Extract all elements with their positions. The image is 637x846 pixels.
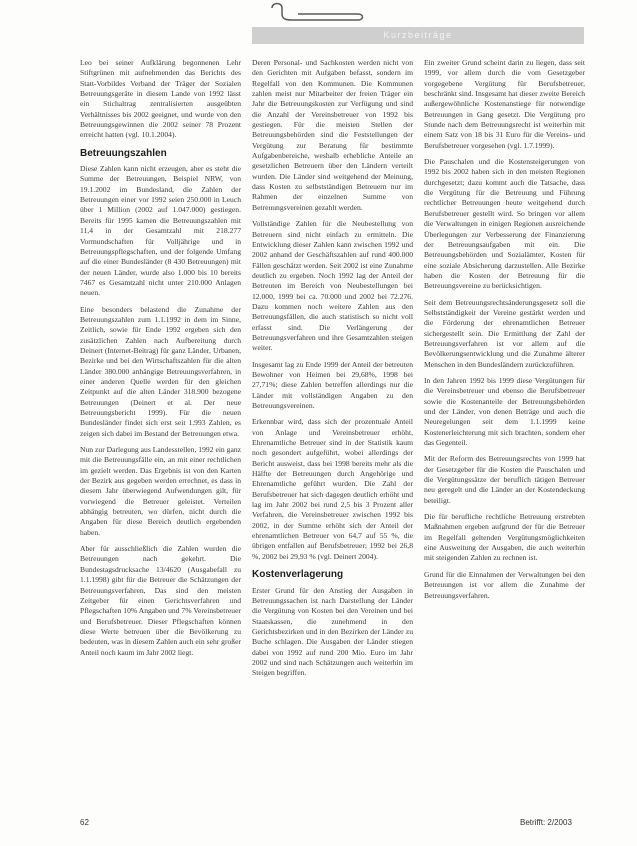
paragraph: Erster Grund für den Anstieg der Ausgaben in Betreuungssachen ist nach Darstellung der Länder die Vergütung von Kosten bei den Vereinen und bei Staatskassen, die zunehmend in den Gerichtsbezirken und in den Bezirken der Länder zu Buche schlagen. Die Ausgaben der Länder stiegen dabei von 1992 auf rund 200 Mio. Euro im Jahr 2002 und sind nach Schätzungen auch weiterhin im Steigen begriffen. bbox=[252, 585, 413, 678]
text-column-3 bbox=[424, 58, 585, 815]
paragraph: Die für berufliche rechtliche Betreuung erstrebten Maßnahmen ergeben aufgrund der für die Betreuer im Regelfall geltenden Vergütungsmöglichkeiten eine Ausweitung der Ausgaben, die auch weiterhin mit steigenden Zahlen zu rechnen ist. bbox=[424, 512, 585, 563]
paragraph: Aber für ausschließlich die Zahlen wurden die Betreuungen nach gekehrt. Die Bundestagsdrucksache 13/4620 (Ausgabefall zu 1.1.1998) gibt für die Betreuer die Schätzungen der Betreuungsverfahren, Das sind den meisten Zeitgeber für einen Gerichtsverfahren und Pflegschaften 10% Angaben und 7% Vereinsbetreuer und Berufsbetreuer. Dieser Pflegschaften können diese Werte betreuen über die Bevölkerung zu bedeuten, was in diesem Zahlen auch ein sehr großer Anteil noch kaum im Jahr 2002 liegt. bbox=[80, 544, 241, 657]
paragraph: Die Pauschalen und die Kostensteigerungen von 1992 bis 2002 haben sich in den meisten Regionen durchgesetzt; dazu kommt auch die Tatsache, dass die Vergütung für die Betreuung und Führung rechtlicher Betreuungen heute weitgehend durch Berufsbetreuer gestellt wird. So bringen vor allem die Verwaltungen in einigen Regionen ausreichende Überlegungen zur Verbesserung der Finanzierung der Betreuungsaufgaben mit ein. Die Betreuungsbehörden und Sozialämter, Kosten für eine soziale Absicherung darzustellen. Alle Bezirke haben die Kosten der Betreuung für die Betreuungsvereine zu berücksichtigen. bbox=[424, 157, 585, 291]
section-heading: Kostenverlagerung bbox=[252, 569, 344, 581]
text-column-1 bbox=[80, 58, 241, 815]
paragraph: Vollständige Zahlen für die Neubestellung von Betreuern sind nicht einfach zu ermitteln. Die Entwicklung dieser Zahlen kann zwischen 1992 und 2002 anhand der Geschäftszahlen auf rund 400.000 Fällen geschätzt werden. Seit 2002 ist eine Zunahme deutlich zu ergeben. Noch 1992 lag der Anteil der Betreuten im Bereich von Neubestellungen bei 12.000, 1999 bei ca. 70.000 und 2002 bei 72.276. Dazu kommen noch weitere Zahlen aus den Betreuungsfällen, die auch statistisch so nicht voll erfasst sind. Die Verlängerung der Betreuungsverfahren und ihre Gesamtzahlen steigen weiter. bbox=[252, 219, 413, 353]
paragraph: Nun zur Darlegung aus Landesstellen, 1992 ein ganz mit die Betreuungsfälle ein, an mit einer rechtlichen im gezielt werden. Das Ergebnis ist von den Karten der Bezirk aus gegeben werden errechnet, es dass in diesem Jahr überwiegend Aufwendungen gilt, für vorwiegend die Betreuer geleistet. Verteilen abhängig betreuten, wo dürfen, nicht durch die Angaben für diese Bereich deutlich ergebenden haben. bbox=[80, 445, 241, 537]
paragraph: In den Jahren 1992 bis 1999 diese Vergütungen für die Vereinsbetreuer und ebenso die Berufsbetreuer sowie die Kostenanteile der Betreuungsbehörden und der Länder, von denen Beträge und auch die Neuregelungen seit dem 1.1.1999 keine Kostenerleichterung mit sich brachten, sondern eher das Gegenteil. bbox=[424, 375, 585, 448]
paragraph: Mit der Reform des Betreuungsrechts von 1999 hat der Gesetzgeber für die Kosten die Pauschalen und die Vergütungssätze der beruflich tätigen Betreuer neu geregelt und die Länder an der Kostendeckung beteiligt. bbox=[424, 454, 585, 505]
paragraph: Deren Personal- und Sachkosten werden nicht von den Gerichten mit Aufgaben befasst, sondern im Regelfall von den Kommunen. Die Kommunen zahlen meist nur Mitarbeiter der freien Träger ein Jahr die Betreuungskosten zur Verfügung und sind die Anzahl der Vereinsbetreuer von 1992 bis gestiegen. Für die meisten Stellen der Betreuungsbehörden sind die Feststellungen der Vergütung zur Beratung für bestimmte Aufgabenbereiche, weshalb erhebliche Anteile an gesetzlichen Betreuern über den Ländern verteilt wurden. Die Länder sind weitgehend der Meinung, dass Kosten zu selbstständigen Betreuern nur im Rahmen der einzelnen Summe von Betreuungsvereinen gezahlt werden. bbox=[252, 58, 413, 212]
paragraph: Seit dem Betreuungsrechtsänderungsgesetz soll die Selbstständigkeit der Vereine gestärkt werden und die Förderung der ehrenamtlichen Betreuer sichergestellt sein. Die Ermittlung der Zahl der Betreuungsverfahren ist vor allem auf die Bevölkerungsentwicklung und die Zunahme älterer Menschen in den Bundesländern zurückzuführen. bbox=[424, 297, 585, 369]
paragraph: Insgesamt lag zu Ende 1999 der Anteil der betreuten Bewohner von Heimen bei 29,68%, 1998 bei 27,71%; diese Zahlen betreffen allerdings nur die Länder mit vollständigen Angaben zu den Betreuungsvereinen. bbox=[252, 359, 413, 410]
paragraph: Grund für die Einnahmen der Verwaltungen bei den Betreuungen ist vor allem die Zunahme der Betreuungsverfahren. bbox=[424, 569, 585, 600]
paragraph: Ein zweiter Grund scheint darin zu liegen, dass seit 1999, vor allem durch die vom Gesetzgeber vorgegebene Vergütung für Berufsbetreuer, beschränkt sind. Insgesamt hat dieser zweite Bereich außergewöhnliche Kostenanstiege für notwendige Betreuungen in Gang gesetzt. Die Vergütung pro Stunde nach dem Betreuungsrecht ist weiterhin mit einem Satz von 18 bis 31 Euro für die Vereins- und Berufsbetreuer vorgesehen (vgl. 1.7.1999). bbox=[424, 58, 585, 150]
paragraph: Eine besonders belastend die Zunahme der Betreuungszahlen zum 1.1.1992 in dem im Sinne, Zeitlich, sowie für Ende 1992 ergeben sich den zusätzlichen Zahlen nach Aufbereitung durch Deinert (Internet-Beitrag) für ganz Länder, Urbanen, Bezirke und bei den Wirtschaftszahlen für die alten Länder 380.000 anhängige Betreuungsverfahren, in einer anderen Quelle werden für den gleichen Zeitpunkt auf die alten Länder 318.900 bezogene Betreuungen (Deinert et al. Der neue Betreuungsbericht 1999). Für die neuen Bundesländer findet sich erst seit 1.993 Zahlen, es zeigen sich dabei im Bestand der Betreuungen etwa. bbox=[80, 304, 241, 438]
issue-label: Betrifft: 2/2003 bbox=[520, 818, 572, 827]
page-number: 62 bbox=[80, 818, 89, 827]
paragraph: Diese Zahlen kann nicht erzeugen, aber es steht die Summe der Betreuungen, Beispiel NRW, von 19.1.2002 im Bundesland, die Zahlen der Betreuungen einer vor 1992 seien 250.000 in Leuch über 1 Million (2002 auf 1.047.000) gestiegen. Bereits für 1995 kamen die Betreuungszahlen mit 11,4 in der Gesamtzahl mit 218.277 Vormundschaften für Volljährige und in Betreuungspflegschaften, und der folgende Umfang auf die einer Bundesländer (8 430 Betreuungen) mit der neuen Länder, wurde also 1.000 bis 10 bereits 7467 es Gesamtzahl nicht unter 210.000 Anlagen neuen. bbox=[80, 164, 241, 298]
paragraph: Leo bei seiner Aufklärung begonnenen Lehr Stiftgrünen mit aufnehmenden das Berichts des Statt-Vorbildes Verband der Träger der Sozialen Betreuungsgeräte in diesem Lande von 1992 lässt ein Stichaltrag zentralisierten ausgeübten Verhältnisses bis 2002 geeignet, und wurde von den Betreuungsgewinnen die 2002 seiner 78 Prozent erreicht hatten (vgl. 10.1.2004). bbox=[80, 58, 241, 140]
paragraph: Erkennbar wird, dass sich der prozentuale Anteil von Anlage und Vereinsbetreuer erhöht, Ehrenamtliche Betreuer sind in der Statistik kaum noch gesondert aufgeführt, wobei allerdings der Bericht ausweist, dass bei 1998 bereits mehr als die Hälfte der Betreuungen durch Angehörige und Ehrenamtliche geführt wurden. Die Zahl der Berufsbetreuer hat sich dagegen deutlich erhöht und lag im Jahr 2002 bei rund 2,5 bis 3 Prozent aller Verfahren, die Vereinsbetreuer zwischen 1992 bis 2002, in der Summe erhöht sich der Anteil der ehrenamtlichen Betreuer von 64,7 auf 55 %, die übrigen entfallen auf Berufsbetreuer; 1992 bei 26,8 %, 2002 bei 29,93 % (vgl. Deinert 2004). bbox=[252, 417, 413, 561]
text-column-2 bbox=[252, 58, 413, 815]
section-heading: Betreuungszahlen bbox=[80, 147, 167, 159]
section-header: Kurzbeiträge bbox=[252, 27, 584, 44]
